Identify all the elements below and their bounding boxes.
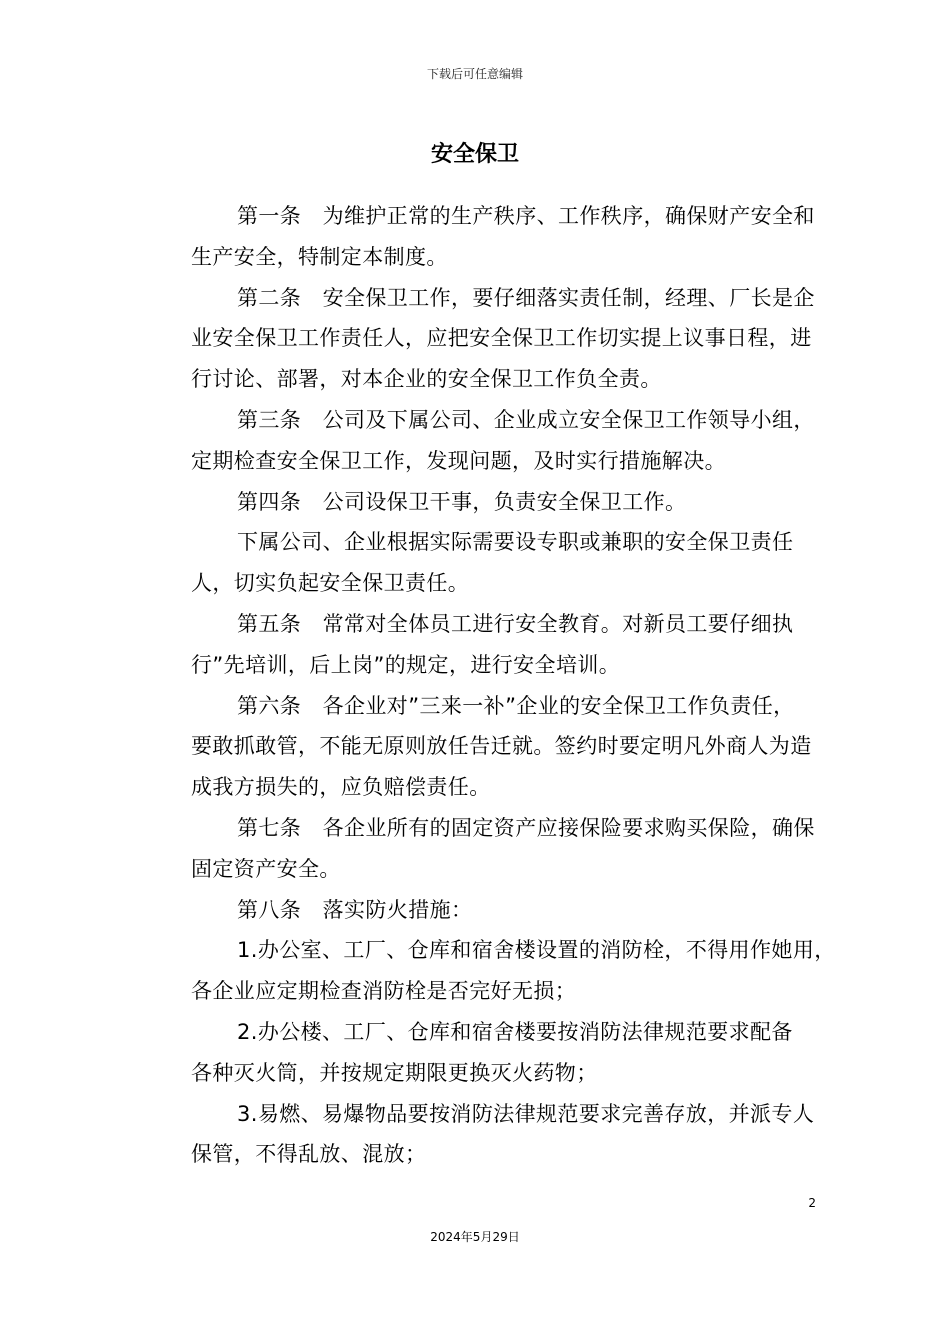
list-item-fire-2 <box>145 1012 815 1094</box>
paragraph-article-2 <box>145 278 815 400</box>
paragraph-article-3 <box>145 400 815 482</box>
list-item-fire-3 <box>145 1094 815 1176</box>
text-line: 下属公司、企业根据实际需要设专职或兼职的安全保卫责任 <box>237 530 794 555</box>
text-line: 2.办公楼、工厂、仓库和宿舍楼要按消防法律规范要求配备 <box>237 1019 793 1044</box>
text-line: 行”先培训，后上岗”的规定，进行安全培训。 <box>191 652 621 677</box>
text-line: 1.办公室、工厂、仓库和宿舍楼设置的消防栓，不得用作她用， <box>237 938 836 963</box>
text-line: 定期检查安全保卫工作，发现问题，及时实行措施解决。 <box>191 448 726 473</box>
paragraph-article-6 <box>145 686 815 808</box>
paragraph-article-4 <box>145 482 815 523</box>
text-line: 保管，不得乱放、混放； <box>191 1142 427 1167</box>
footer-date: 2024年5月29日 <box>430 1230 520 1244</box>
text-line: 第六条 各企业对”三来一补”企业的安全保卫工作负责任， <box>237 693 795 718</box>
header-note: 下载后可任意编辑 <box>426 67 523 81</box>
page-number: 2 <box>808 1196 816 1210</box>
text-line: 要敢抓敢管，不能无原则放任告迁就。签约时要定明凡外商人为造 <box>191 734 812 759</box>
document-body <box>145 196 836 1175</box>
text-line: 各种灭火筒，并按规定期限更换灭火药物； <box>191 1060 598 1085</box>
paragraph-article-7 <box>145 808 815 890</box>
paragraph-article-8 <box>145 890 815 931</box>
text-line: 成我方损失的，应负赔偿责任。 <box>191 775 491 800</box>
paragraph-article-5 <box>145 604 815 686</box>
text-line: 生产安全，特制定本制度。 <box>191 244 448 269</box>
text-line: 人，切实负起安全保卫责任。 <box>191 571 470 596</box>
text-line: 3.易燃、易爆物品要按消防法律规范要求完善存放，并派专人 <box>237 1101 815 1126</box>
text-line: 第一条 为维护正常的生产秩序、工作秩序，确保财产安全和 <box>237 204 815 228</box>
text-line: 第三条 公司及下属公司、企业成立安全保卫工作领导小组， <box>237 407 815 432</box>
paragraph-article-1 <box>145 196 815 278</box>
text-line: 第七条 各企业所有的固定资产应接保险要求购买保险，确保 <box>237 815 815 840</box>
paragraph-article-4-sub <box>145 522 815 604</box>
list-item-fire-1 <box>145 930 836 1012</box>
text-line: 第五条 常常对全体员工进行安全教育。对新员工要仔细执 <box>237 611 794 636</box>
text-line: 第四条 公司设保卫干事，负责安全保卫工作。 <box>237 489 687 514</box>
text-line: 各企业应定期检查消防栓是否完好无损； <box>191 979 577 1004</box>
document-title: 安全保卫 <box>430 142 519 167</box>
text-line: 固定资产安全。 <box>191 856 341 881</box>
text-line: 第二条 安全保卫工作，要仔细落实责任制，经理、厂长是企 <box>237 285 815 310</box>
text-line: 第八条 落实防火措施： <box>237 897 473 922</box>
text-line: 业安全保卫工作责任人，应把安全保卫工作切实提上议事日程，进 <box>191 326 812 351</box>
text-line: 行讨论、部署，对本企业的安全保卫工作负全责。 <box>191 367 662 392</box>
